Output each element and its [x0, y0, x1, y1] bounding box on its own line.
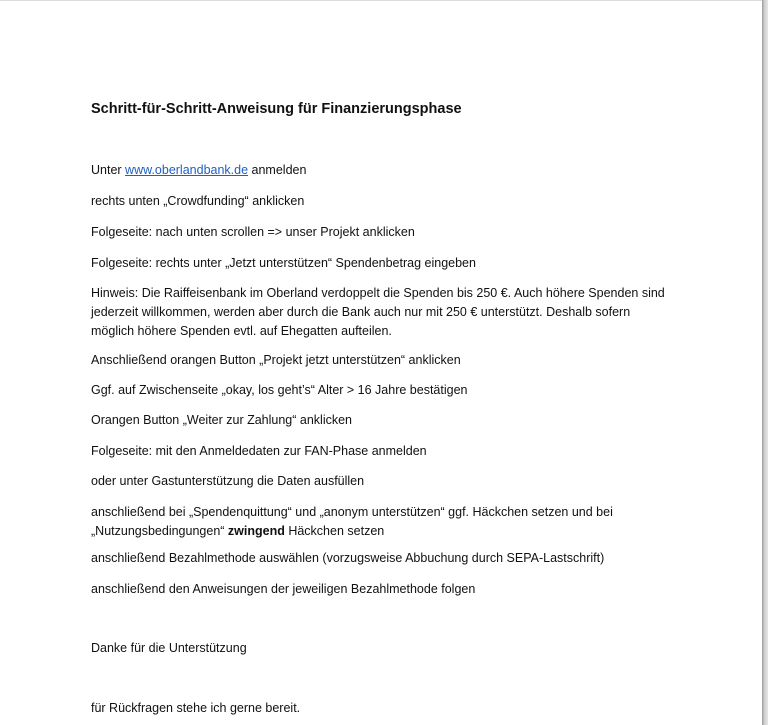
instruction-line-payment-method: anschließend Bezahlmethode auswählen (vorzugsweise Abbuchung durch SEPA-Lastschrift): [91, 551, 605, 565]
instruction-line-guest: oder unter Gastunterstützung die Daten ausfüllen: [91, 474, 365, 488]
line11-after: Häckchen setzen: [284, 524, 385, 538]
instruction-line-login: [91, 161, 681, 180]
instruction-line-amount: Folgeseite: rechts unter „Jetzt unterstützen“ Spendenbetrag eingeben: [91, 256, 476, 270]
instruction-line-crowdfunding: rechts unten „Crowdfunding“ anklicken: [91, 194, 305, 208]
bank-website-link[interactable]: www.oberlandbank.de: [125, 163, 249, 177]
mandatory-word: zwingend: [227, 524, 285, 538]
instruction-hint: Hinweis: Die Raiffeisenbank im Oberland verdoppelt die Spenden bis 250 €. Auch höhere Spenden sind jederzeit willkommen, werden aber durch die Bank auch nur mit 250 € unterstützt. Deshalb sofern möglich höhere Spenden evtl. auf Ehegatten aufteilen.: [91, 286, 665, 338]
thanks-line: Danke für die Unterstützung: [91, 641, 247, 655]
line1-after: anmelden: [248, 163, 307, 177]
instruction-line-project: Folgeseite: nach unten scrollen => unser Projekt anklicken: [91, 225, 415, 239]
instruction-line-age-confirm: Ggf. auf Zwischenseite „okay, los geht’s“ Alter > 16 Jahre bestätigen: [91, 383, 468, 397]
page-edge-shadow: [762, 0, 768, 725]
line11-before: anschließend bei „Spendenquittung“ und „anonym unterstützen“ ggf. Häckchen setzen und bei „Nutzungsbedingungen“: [91, 505, 613, 538]
questions-line: für Rückfragen stehe ich gerne bereit.: [91, 701, 301, 715]
document-title: Schritt-für-Schritt-Anweisung für Finanzierungsphase: [91, 101, 462, 117]
instruction-line-checkboxes: [91, 503, 651, 541]
instruction-line-support-button: Anschließend orangen Button „Projekt jetzt unterstützen“ anklicken: [91, 353, 461, 367]
instruction-line-payment-button: Orangen Button „Weiter zur Zahlung“ anklicken: [91, 413, 353, 427]
instruction-line-fan-login: Folgeseite: mit den Anmeldedaten zur FAN-Phase anmelden: [91, 444, 427, 458]
line1-before: Unter: [91, 163, 126, 177]
instruction-line-follow: anschließend den Anweisungen der jeweiligen Bezahlmethode folgen: [91, 582, 476, 596]
